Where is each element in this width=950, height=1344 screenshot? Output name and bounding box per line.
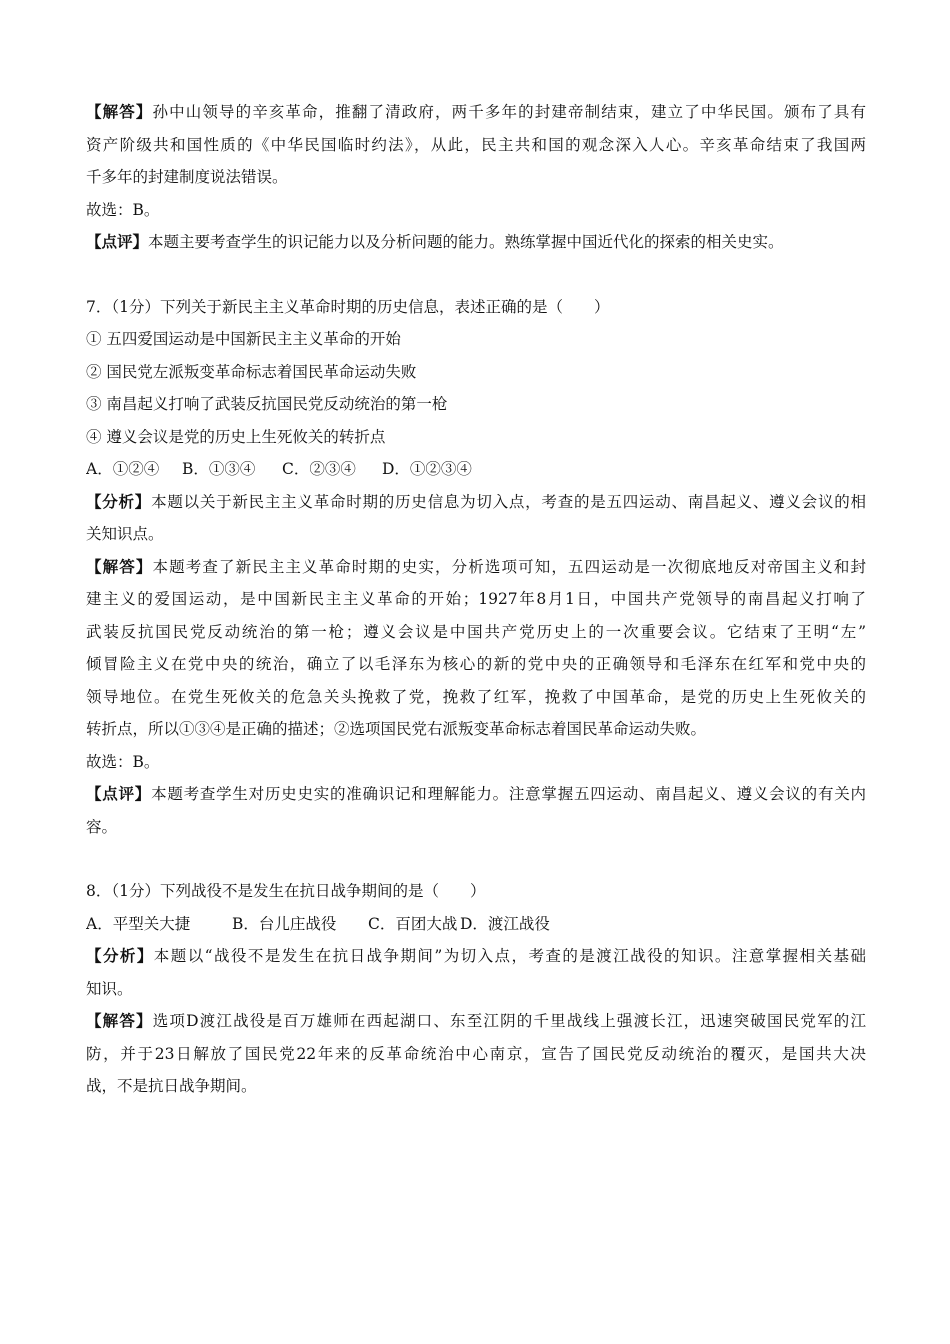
q7-answer-line-5: 领导地位。在党生死攸关的危急关头挽救了党，挽救了红军，挽救了中国革命，是党的历史上生死攸关的 <box>86 687 866 706</box>
q6-answer-line-2: 资产阶级共和国性质的《中华民国临时约法》，从此，民主共和国的观念深入人心。辛亥革命结束了我国两 <box>86 135 866 154</box>
q7-option-d: D．①②③④ <box>382 460 472 478</box>
q7-statement-4: ④ 遵义会议是党的历史上生死攸关的转折点 <box>86 427 386 446</box>
q6-review: 【点评】本题主要考查学生的识记能力以及分析问题的能力。熟练掌握中国近代化的探索的相关史实。 <box>86 232 784 251</box>
q6-answer-line-1: 【解答】孙中山领导的辛亥革命，推翻了清政府，两千多年的封建帝制结束，建立了中华民国。颁布了具有 <box>86 102 866 121</box>
q7-answer-line-2: 建主义的爱国运动，是中国新民主主义革命的开始；1927年8月1日，中国共产党领导的南昌起义打响了 <box>86 590 866 608</box>
q7-answer-line-4: 倾冒险主义在党中央的统治，确立了以毛泽东为核心的新的党中央的正确领导和毛泽东在红军和党中央的 <box>86 655 866 673</box>
q8-analysis-line-2: 知识。 <box>86 979 133 998</box>
review-tag: 【点评】 <box>86 232 149 251</box>
q7-analysis-line-2: 关知识点。 <box>86 525 164 543</box>
q8-analysis-line-1: 【分析】本题以“战役不是发生在抗日战争期间”为切入点，考查的是渡江战役的知识。注意掌握相关基础 <box>86 946 866 965</box>
q8-option-c: C．百团大战 <box>368 914 458 933</box>
q7-review-line-2: 容。 <box>86 817 118 836</box>
q7-answer-line-1: 【解答】本题考查了新民主主义革命时期的史实，分析选项可知，五四运动是一次彻底地反对帝国主义和封 <box>86 556 866 576</box>
q8-stem: 8．（1分）下列战役不是发生在抗日战争期间的是（ ） <box>86 882 486 900</box>
q7-statement-2: ② 国民党左派叛变革命标志着国民革命运动失败 <box>86 362 417 381</box>
q6-choice: 故选：B。 <box>86 200 160 219</box>
q8-answer-line-3: 战，不是抗日战争期间。 <box>86 1077 257 1095</box>
answer-tag: 【解答】 <box>86 102 153 121</box>
q7-option-c: C．②③④ <box>282 460 356 478</box>
q7-review-line-1: 【点评】本题考查学生对历史史实的准确识记和理解能力。注意掌握五四运动、南昌起义、遵义会议的有关内 <box>86 784 866 803</box>
q8-answer-line-2: 防，并于23日解放了国民党22年来的反革命统治中心南京，宣告了国民党反动统治的覆灭，是国共大决 <box>86 1044 866 1063</box>
q7-statement-1: ① 五四爱国运动是中国新民主主义革命的开始 <box>86 330 401 348</box>
q8-option-b: B．台儿庄战役 <box>232 914 337 933</box>
answer-tag: 【解答】 <box>86 556 153 576</box>
q6-answer-line-3: 千多年的封建制度说法错误。 <box>86 168 288 186</box>
q7-choice: 故选：B。 <box>86 752 160 771</box>
q8-options <box>86 908 866 941</box>
q7-stem: 7．（1分）下列关于新民主主义革命时期的历史信息，表述正确的是（ ） <box>86 297 610 316</box>
analysis-tag: 【分析】 <box>86 946 154 965</box>
q7-option-a: A．①②④ <box>86 460 160 478</box>
q7-option-b: B．①③④ <box>182 460 256 478</box>
q7-answer-line-6: 转折点，所以①③④是正确的描述；②选项国民党右派叛变革命标志着国民革命运动失败。 <box>86 720 707 738</box>
review-tag: 【点评】 <box>86 784 152 803</box>
q8-answer-line-1: 【解答】选项D渡江战役是百万雄师在西起湖口、东至江阴的千里战线上强渡长江，迅速突破国民党军的江 <box>86 1011 866 1030</box>
q7-analysis-line-1: 【分析】本题以关于新民主主义革命时期的历史信息为切入点，考查的是五四运动、南昌起义、遵义会议的相 <box>86 491 866 511</box>
q7-answer-line-3: 武装反抗国民党反动统治的第一枪；遵义会议是中国共产党历史上的一次重要会议。它结束了王明“左” <box>86 622 866 641</box>
document-page <box>86 96 866 1103</box>
q8-option-d: D．渡江战役 <box>460 914 550 933</box>
q7-options <box>86 453 866 486</box>
answer-tag: 【解答】 <box>86 1011 153 1030</box>
q8-option-a: A．平型关大捷 <box>86 914 191 933</box>
analysis-tag: 【分析】 <box>86 491 152 511</box>
q7-statement-3: ③ 南昌起义打响了武装反抗国民党反动统治的第一枪 <box>86 395 448 413</box>
